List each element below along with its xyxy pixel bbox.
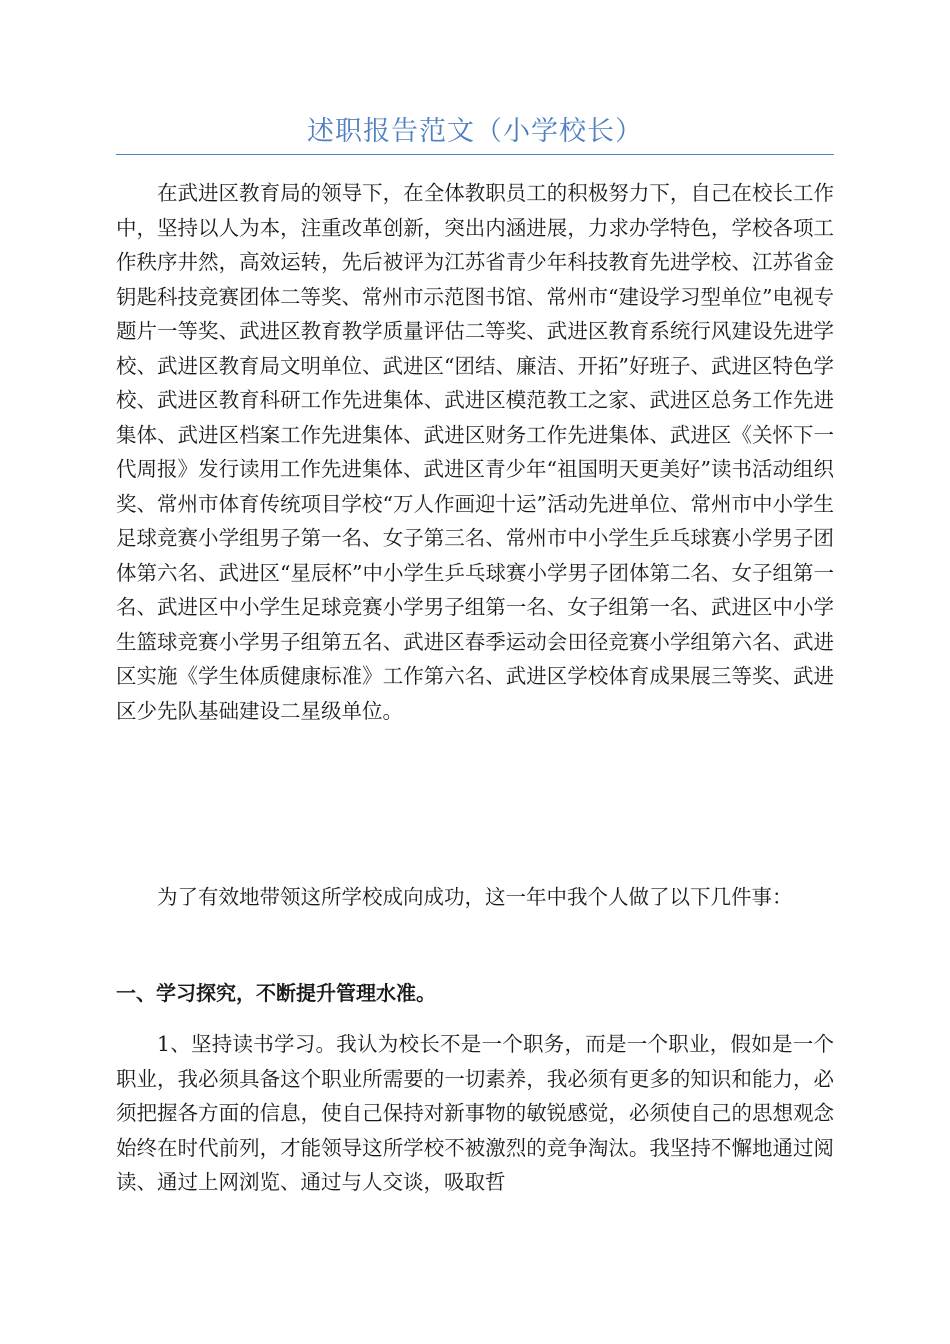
paragraph-transition: 为了有效地带领这所学校成向成功，这一年中我个人做了以下几件事： — [157, 885, 793, 909]
page-title: 述职报告范文（小学校长） — [307, 116, 643, 147]
paragraph-section-1-item-1: 1、坚持读书学习。我认为校长不是一个职务，而是一个职业，假如是一个职业，我必须具备这个职业所需要的一切素养，我必须有更多的知识和能力，必须把握各方面的信息，使自己保持对新事物的敏锐感觉，必须使自己的思想观念始终在时代前列，才能领导这所学校不被激烈的竞争淘汰。我坚持不懈地通过阅读、通过上网浏览、通过与人交谈，吸取哲 — [116, 1032, 834, 1194]
paragraph-intro: 在武进区教育局的领导下，在全体教职员工的积极努力下，自己在校长工作中，坚持以人为本，注重改革创新，突出内涵进展，力求办学特色，学校各项工作秩序井然，高效运转，先后被评为江苏省青少年科技教育先进学校、江苏省金钥匙科技竞赛团体二等奖、常州市示范图书馆、常州市“建设学习型单位”电视专题片一等奖、武进区教育教学质量评估二等奖、武进区教育系统行风建设先进学校、武进区教育局文明单位、武进区“团结、廉洁、开拓”好班子、武进区特色学校、武进区教育科研工作先进集体、武进区模范教工之家、武进区总务工作先进集体、武进区档案工作先进集体、武进区财务工作先进集体、武进区《关怀下一代周报》发行读用工作先进集体、武进区青少年“祖国明天更美好”读书活动组织奖、常州市体育传统项目学校“万人作画迎十运”活动先进单位、常州市中小学生足球竞赛小学组男子第一名、女子第三名、常州市中小学生乒乓球赛小学男子团体第六名、武进区“星辰杯”中小学生乒乓球赛小学男子团体第二名、女子组第一名、武进区中小学生足球竞赛小学男子组第一名、女子组第一名、武进区中小学生篮球竞赛小学男子组第五名、武进区春季运动会田径竞赛小学组第六名、武进区实施《学生体质健康标准》工作第六名、武进区学校体育成果展三等奖、武进区少先队基础建设二星级单位。 — [116, 181, 834, 723]
section-heading-1: 一、学习探究，不断提升管理水准。 — [116, 981, 436, 1005]
title-underline — [116, 154, 834, 155]
